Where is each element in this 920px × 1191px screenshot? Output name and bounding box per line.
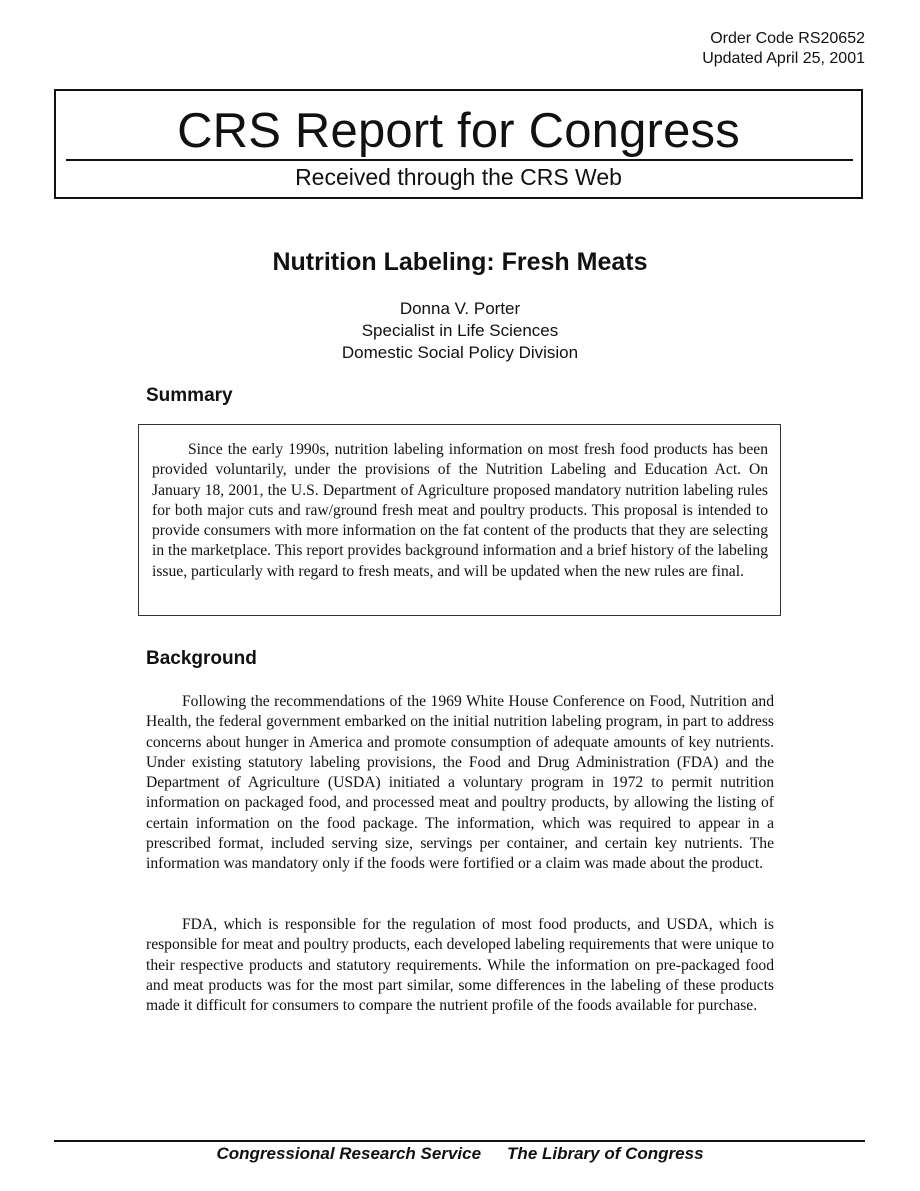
author-division: Domestic Social Policy Division xyxy=(341,343,579,362)
footer xyxy=(0,1143,920,1165)
footer-left: Congressional Research Service xyxy=(216,1144,482,1163)
background-heading: Background xyxy=(146,648,257,669)
report-banner xyxy=(54,89,863,199)
order-code: Order Code RS20652 xyxy=(710,30,865,47)
footer-divider xyxy=(54,1140,865,1142)
author-name: Donna V. Porter xyxy=(399,299,521,318)
summary-heading: Summary xyxy=(146,385,233,406)
author-title: Specialist in Life Sciences xyxy=(361,321,559,340)
document-title: Nutrition Labeling: Fresh Meats xyxy=(272,248,648,276)
background-paragraph-1: Following the recommendations of the 1969 White House Conference on Food, Nutrition and Health, the federal government embarked on the initial nutrition labeling program, in part to address concerns about hunger in America and promote consumption of adequate amounts of key nutrients. Under existing statutory labeling provisions, the Food and Drug Administration (FDA) and the Department of Agriculture (USDA) initiated a voluntary program in 1972 to permit nutrition information on packaged food, and processed meat and poultry products, by allowing the listing of certain information on the food package. The information, which was required to appear in a prescribed format, included serving size, servings per container, and certain key nutrients. The information was mandatory only if the foods were fortified or a claim was made about the product. xyxy=(146,693,774,873)
banner-title: CRS Report for Congress xyxy=(177,104,740,158)
author-block xyxy=(0,298,920,364)
background-paragraph-2: FDA, which is responsible for the regulation of most food products, and USDA, which is responsible for meat and poultry products, each developed labeling requirements that were unique to their respective products and statutory requirements. While the information on pre-packaged food and meat products was for the most part similar, some differences in the labeling of these products made it difficult for consumers to compare the nutrient profile of the foods available for purchase. xyxy=(146,916,774,1015)
banner-subtitle: Received through the CRS Web xyxy=(295,164,622,190)
order-code-block xyxy=(702,29,865,69)
summary-box xyxy=(138,424,781,616)
updated-date: Updated April 25, 2001 xyxy=(702,50,865,67)
banner-divider xyxy=(66,159,853,161)
summary-text: Since the early 1990s, nutrition labeling information on most fresh food products has been provided voluntarily, under the provisions of the Nutrition Labeling and Education Act. On January 18, 2001, the U.S. Department of Agriculture proposed mandatory nutrition labeling rules for both major cuts and raw/ground fresh meat and poultry products. This proposal is intended to provide consumers with more information on the fat content of the products that they are selecting in the marketplace. This report provides background information and a brief history of the labeling issue, particularly with regard to fresh meats, and will be updated when the new rules are final. xyxy=(152,441,768,580)
footer-right: The Library of Congress xyxy=(507,1144,704,1163)
